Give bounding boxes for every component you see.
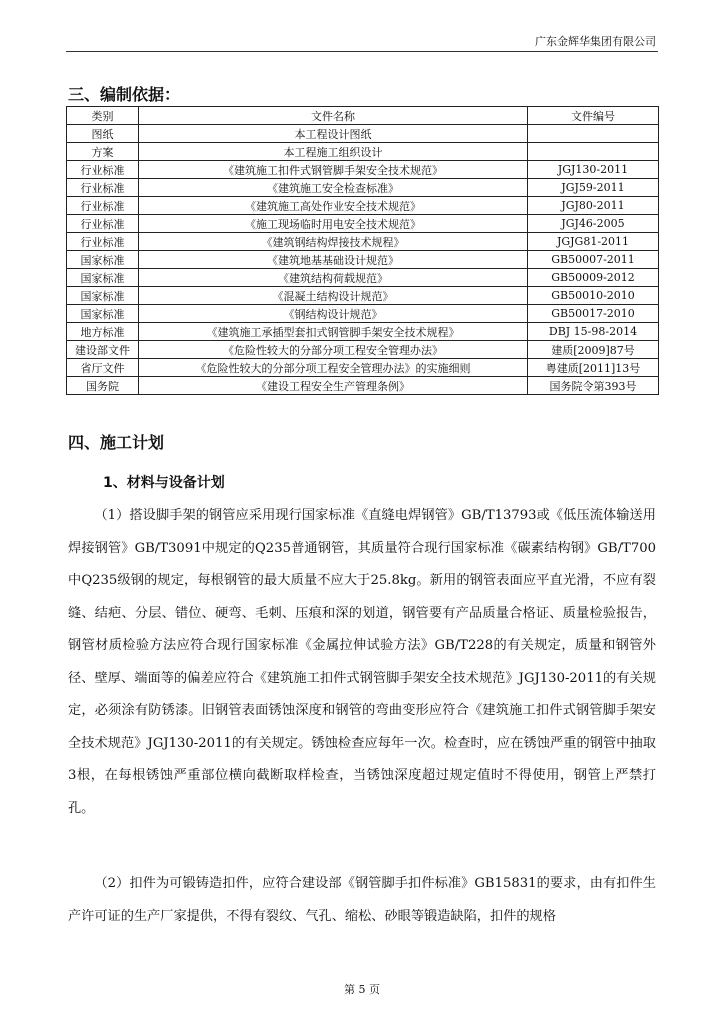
cell-document-name: 《危险性较大的分部分项工程安全管理办法》的实施细则 xyxy=(139,359,528,377)
cell-document-number: JGJ130-2011 xyxy=(528,161,659,179)
cell-category: 国家标准 xyxy=(67,287,139,305)
header-category: 类别 xyxy=(67,107,139,125)
table-row xyxy=(67,161,659,179)
page-number: 第 5 页 xyxy=(344,983,380,996)
table-row xyxy=(67,323,659,341)
cell-document-number: GB50010-2010 xyxy=(528,287,659,305)
table-row xyxy=(67,179,659,197)
cell-category: 图纸 xyxy=(67,125,139,143)
cell-document-number xyxy=(528,143,659,161)
table-row xyxy=(67,251,659,269)
cell-category: 行业标准 xyxy=(67,179,139,197)
table-row xyxy=(67,143,659,161)
cell-document-number: GB50007-2011 xyxy=(528,251,659,269)
table-row xyxy=(67,377,659,395)
table-body xyxy=(67,125,659,395)
cell-document-number: DBJ 15-98-2014 xyxy=(528,323,659,341)
cell-document-name: 《建筑结构荷载规范》 xyxy=(139,269,528,287)
table-row xyxy=(67,197,659,215)
cell-document-name: 《建筑施工高处作业安全技术规范》 xyxy=(139,197,528,215)
table-row xyxy=(67,341,659,359)
cell-document-number: 国务院令第393号 xyxy=(528,377,659,395)
cell-document-number: GB50017-2010 xyxy=(528,305,659,323)
header-document-number: 文件编号 xyxy=(528,107,659,125)
basis-table xyxy=(66,106,659,395)
cell-category: 国家标准 xyxy=(67,269,139,287)
cell-document-number: 建质[2009]87号 xyxy=(528,341,659,359)
section-4-title: 四、施工计划 xyxy=(68,433,165,452)
table-row xyxy=(67,233,659,251)
paragraph-fasteners: （2）扣件为可锻铸造扣件，应符合建设部《钢管脚手扣件标准》GB15831的要求，由有扣件生产许可证的生产厂家提供，不得有裂纹、气孔、缩松、砂眼等锻造缺陷，扣件的规格 xyxy=(68,876,656,924)
table-row xyxy=(67,269,659,287)
cell-document-number: JGJ80-2011 xyxy=(528,197,659,215)
cell-document-number: 粤建质[2011]13号 xyxy=(528,359,659,377)
cell-document-number xyxy=(528,125,659,143)
cell-document-name: 《建筑钢结构焊接技术规程》 xyxy=(139,233,528,251)
header-divider xyxy=(66,51,658,52)
cell-category: 行业标准 xyxy=(67,215,139,233)
cell-document-name: 本工程设计图纸 xyxy=(139,125,528,143)
cell-document-name: 《钢结构设计规范》 xyxy=(139,305,528,323)
header-company-name: 广东金辉华集团有限公司 xyxy=(535,35,656,48)
cell-document-number: JGJ46-2005 xyxy=(528,215,659,233)
cell-document-name: 《建设工程安全生产管理条例》 xyxy=(139,377,528,395)
header-document-name: 文件名称 xyxy=(139,107,528,125)
table-row xyxy=(67,125,659,143)
table-row xyxy=(67,215,659,233)
cell-category: 国家标准 xyxy=(67,251,139,269)
cell-document-name: 本工程施工组织设计 xyxy=(139,143,528,161)
cell-document-name: 《危险性较大的分部分项工程安全管理办法》 xyxy=(139,341,528,359)
cell-category: 国家标准 xyxy=(67,305,139,323)
cell-document-name: 《混凝土结构设计规范》 xyxy=(139,287,528,305)
cell-category: 省厅文件 xyxy=(67,359,139,377)
cell-document-name: 《建筑施工承插型套扣式钢管脚手架安全技术规程》 xyxy=(139,323,528,341)
table-row xyxy=(67,359,659,377)
cell-category: 国务院 xyxy=(67,377,139,395)
paragraph-steel-pipe: （1）搭设脚手架的钢管应采用现行国家标准《直缝电焊钢管》GB/T13793或《低压流体输送用焊接钢管》GB/T3091中规定的Q235普通钢管，其质量符合现行国家标准《碳素结构钢》GB/T700中Q235级钢的规定，每根钢管的最大质量不应大于25.8kg。新用的钢管表面应平直光滑，不应有裂缝、结疤、分层、错位、硬弯、毛刺、压痕和深的划道，钢管要有产品质量合格证、质量检验报告，钢管材质检验方法应符合现行国家标准《金属拉伸试验方法》GB/T228的有关规定，质量和钢管外径、壁厚、端面等的偏差应符合《建筑施工扣件式钢管脚手架安全技术规范》JGJ130-2011的有关规定，必须涂有防锈漆。旧钢管表面锈蚀深度和钢管的弯曲变形应符合《建筑施工扣件式钢管脚手架安全技术规范》JGJ130-2011的有关规定。锈蚀检查应每年一次。检查时，应在锈蚀严重的钢管中抽取3根，在每根锈蚀严重部位横向截断取样检查，当锈蚀深度超过规定值时不得使用，钢管上严禁打孔。 xyxy=(68,508,656,816)
table-row xyxy=(67,305,659,323)
cell-category: 建设部文件 xyxy=(67,341,139,359)
cell-document-name: 《建筑施工扣件式钢管脚手架安全技术规范》 xyxy=(139,161,528,179)
cell-document-name: 《建筑施工安全检查标准》 xyxy=(139,179,528,197)
cell-category: 方案 xyxy=(67,143,139,161)
table-header-row xyxy=(67,107,659,125)
cell-document-number: GB50009-2012 xyxy=(528,269,659,287)
cell-document-number: JGJG81-2011 xyxy=(528,233,659,251)
cell-category: 行业标准 xyxy=(67,233,139,251)
cell-document-name: 《建筑地基基础设计规范》 xyxy=(139,251,528,269)
section-3-title: 三、编制依据： xyxy=(68,85,181,104)
cell-category: 行业标准 xyxy=(67,161,139,179)
cell-category: 地方标准 xyxy=(67,323,139,341)
section-4-1-subtitle: 1、材料与设备计划 xyxy=(103,475,225,491)
cell-category: 行业标准 xyxy=(67,197,139,215)
cell-document-number: JGJ59-2011 xyxy=(528,179,659,197)
table-row xyxy=(67,287,659,305)
cell-document-name: 《施工现场临时用电安全技术规范》 xyxy=(139,215,528,233)
